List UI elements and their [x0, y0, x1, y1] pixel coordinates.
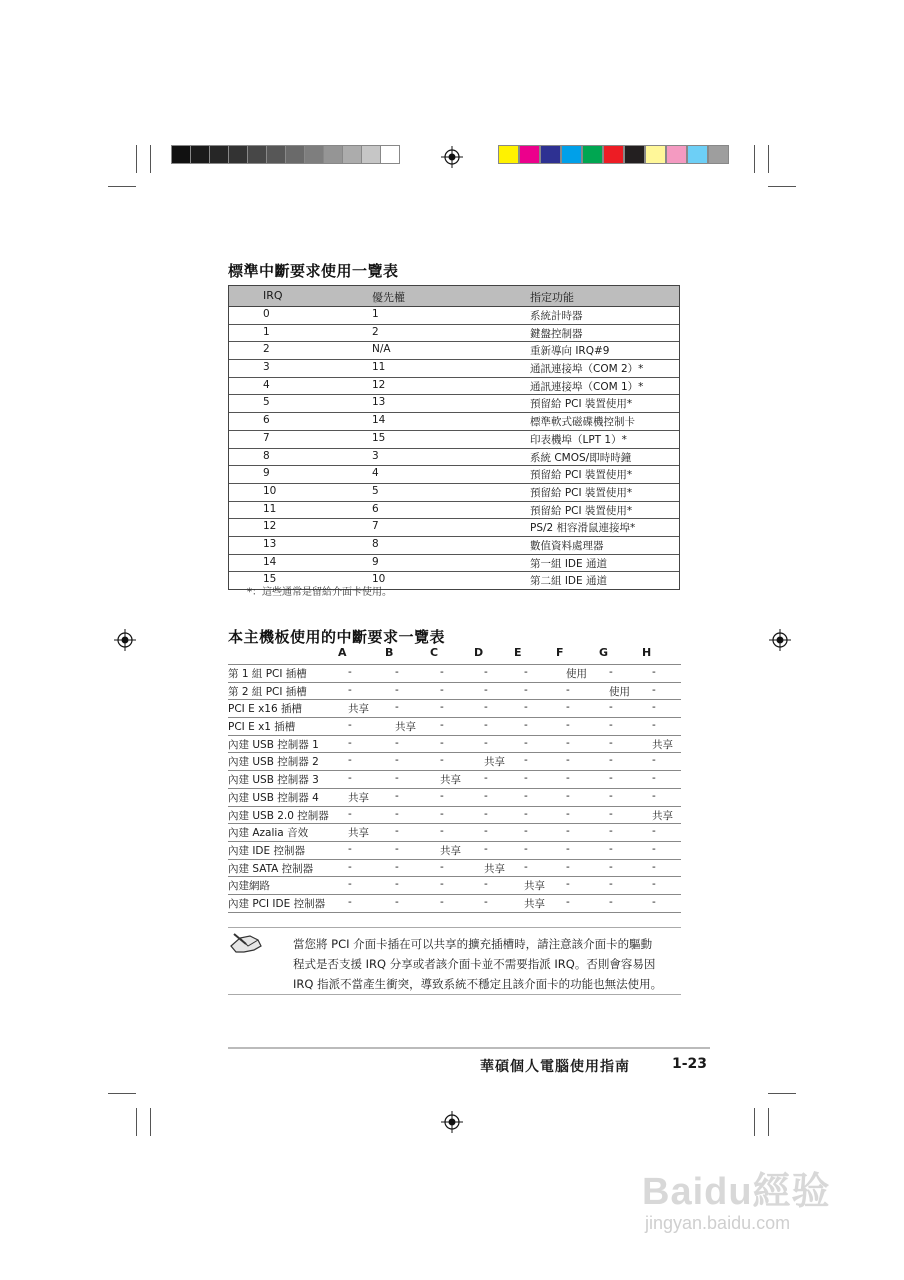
board-cell: -: [652, 860, 656, 873]
gray-swatch: [228, 145, 248, 164]
board-cell: -: [566, 878, 570, 891]
crop-mark: [754, 1108, 755, 1136]
color-swatch: [687, 145, 708, 164]
board-cell: 共享: [652, 738, 673, 751]
board-row-label: 內建 USB 控制器 2: [228, 756, 319, 769]
crop-mark: [768, 145, 769, 173]
priority-cell: 10: [372, 573, 386, 586]
irq-table-row: [229, 360, 679, 378]
irq-table-title: 標準中斷要求使用一覽表: [228, 262, 399, 280]
board-cell: 共享: [348, 827, 369, 840]
board-cell: -: [609, 754, 613, 767]
board-cell: -: [395, 842, 399, 855]
board-row-label: 內建 USB 控制器 3: [228, 774, 319, 787]
board-cell: 共享: [484, 756, 505, 769]
board-cell: -: [395, 754, 399, 767]
irq-cell: 7: [263, 431, 270, 444]
board-cell: -: [652, 683, 656, 696]
footer-title: 華碩個人電腦使用指南: [480, 1059, 630, 1075]
board-table-row: [228, 771, 681, 789]
board-cell: -: [348, 754, 352, 767]
board-cell: -: [440, 719, 444, 732]
gray-swatch: [285, 145, 305, 164]
board-cell: -: [524, 719, 528, 732]
board-column-header: G: [599, 646, 609, 659]
board-cell: -: [440, 807, 444, 820]
board-cell: -: [524, 860, 528, 873]
board-cell: -: [652, 772, 656, 785]
crop-mark: [150, 1108, 151, 1136]
registration-mark-icon: [441, 146, 463, 168]
board-cell: -: [348, 772, 352, 785]
board-row-label: 內建 PCI IDE 控制器: [228, 897, 326, 910]
function-cell: 通訊連接埠（COM 1）*: [530, 380, 644, 393]
board-cell: -: [440, 701, 444, 714]
irq-table-row: [229, 378, 679, 396]
board-row-label: 內建 Azalia 音效: [228, 827, 309, 840]
board-cell: -: [395, 895, 399, 908]
board-table-row: [228, 683, 681, 701]
board-cell: -: [609, 736, 613, 749]
board-cell: -: [566, 825, 570, 838]
board-cell: -: [609, 789, 613, 802]
board-cell: -: [440, 666, 444, 678]
board-cell: -: [348, 807, 352, 820]
color-swatch: [582, 145, 603, 164]
board-cell: -: [652, 701, 656, 714]
color-swatch: [666, 145, 687, 164]
color-swatch: [561, 145, 582, 164]
board-cell: -: [348, 895, 352, 908]
gray-swatch: [209, 145, 229, 164]
irq-cell: 3: [263, 361, 270, 374]
board-row-label: 內建 USB 2.0 控制器: [228, 809, 329, 822]
board-cell: -: [609, 895, 613, 908]
board-cell: -: [524, 772, 528, 785]
board-cell: -: [484, 895, 488, 908]
crop-mark: [108, 1093, 136, 1094]
irq-table-header: [229, 286, 679, 307]
irq-table: [228, 285, 680, 590]
color-swatch: [498, 145, 519, 164]
board-column-header: F: [556, 646, 564, 659]
crop-mark: [136, 145, 137, 173]
board-cell: -: [395, 683, 399, 696]
board-cell: -: [395, 701, 399, 714]
crop-mark: [768, 186, 796, 187]
gray-swatch: [266, 145, 286, 164]
crop-mark: [768, 1093, 796, 1094]
note-box: [228, 927, 681, 995]
board-cell: -: [348, 736, 352, 749]
board-cell: -: [566, 736, 570, 749]
gray-swatch: [323, 145, 343, 164]
note-line: 當您將 PCI 介面卡插在可以共享的擴充插槽時，請注意該介面卡的驅動: [293, 937, 653, 951]
irq-table-row: [229, 555, 679, 573]
irq-cell: 6: [263, 414, 270, 427]
board-irq-table: [228, 646, 681, 913]
irq-cell: 5: [263, 396, 270, 409]
irq-footnote: *：這些通常是留給介面卡使用。: [247, 587, 392, 598]
board-table-row: [228, 807, 681, 825]
board-cell: 共享: [348, 703, 369, 716]
board-table-row: [228, 664, 681, 683]
gray-swatch: [342, 145, 362, 164]
irq-table-row: [229, 537, 679, 555]
board-cell: -: [609, 825, 613, 838]
board-row-label: 內建 SATA 控制器: [228, 862, 314, 875]
board-cell: -: [484, 842, 488, 855]
color-swatch: [708, 145, 729, 164]
board-cell: -: [524, 789, 528, 802]
board-table-row: [228, 842, 681, 860]
board-cell: -: [484, 825, 488, 838]
footer-divider: [228, 1047, 710, 1049]
board-cell: 共享: [440, 844, 461, 857]
board-cell: 共享: [652, 809, 673, 822]
board-cell: -: [566, 772, 570, 785]
irq-cell: 15: [263, 573, 277, 586]
board-cell: -: [484, 807, 488, 820]
board-cell: -: [609, 842, 613, 855]
priority-cell: 1: [372, 308, 379, 320]
registration-mark-icon: [114, 629, 136, 651]
board-cell: 共享: [348, 791, 369, 804]
board-cell: 共享: [524, 880, 545, 893]
irq-cell: 11: [263, 502, 277, 515]
registration-mark-icon: [769, 629, 791, 651]
crop-mark: [768, 1108, 769, 1136]
priority-cell: 2: [372, 325, 379, 338]
board-cell: -: [484, 789, 488, 802]
board-cell: -: [440, 683, 444, 696]
board-cell: -: [652, 754, 656, 767]
board-cell: -: [348, 842, 352, 855]
board-column-header: C: [430, 646, 439, 659]
board-cell: -: [395, 666, 399, 678]
priority-cell: 11: [372, 361, 386, 374]
irq-table-row: [229, 449, 679, 467]
board-cell: -: [440, 825, 444, 838]
board-cell: 共享: [524, 897, 545, 910]
irq-cell: 1: [263, 325, 270, 338]
irq-table-row: [229, 431, 679, 449]
priority-cell: 12: [372, 378, 386, 391]
function-cell: 重新導向 IRQ#9: [530, 345, 610, 358]
board-cell: -: [566, 807, 570, 820]
color-swatch: [540, 145, 561, 164]
crop-mark: [136, 1108, 137, 1136]
function-cell: 第二組 IDE 通道: [530, 575, 607, 588]
irq-cell: 14: [263, 555, 277, 568]
board-table-row: [228, 753, 681, 771]
irq-header: IRQ: [263, 289, 283, 302]
board-cell: -: [484, 666, 488, 678]
board-table-row: [228, 718, 681, 736]
board-row-label: 第 1 組 PCI 插槽: [228, 668, 307, 680]
board-table-row: [228, 860, 681, 878]
board-cell: -: [652, 895, 656, 908]
gray-swatch: [380, 145, 400, 164]
board-cell: 使用: [566, 668, 587, 680]
function-cell: 預留給 PCI 裝置使用*: [530, 469, 633, 482]
function-cell: 預留給 PCI 裝置使用*: [530, 398, 633, 411]
irq-table-row: [229, 502, 679, 520]
board-cell: -: [395, 825, 399, 838]
board-cell: -: [609, 666, 613, 678]
function-cell: 系統計時器: [530, 310, 583, 322]
board-cell: -: [566, 701, 570, 714]
function-cell: PS/2 相容滑鼠連接埠*: [530, 522, 636, 535]
board-cell: -: [609, 772, 613, 785]
function-cell: 預留給 PCI 裝置使用*: [530, 486, 633, 499]
gray-swatch: [304, 145, 324, 164]
board-cell: -: [348, 683, 352, 696]
watermark-logo: Baidu經验: [642, 1171, 831, 1213]
board-row-label: PCI E x16 插槽: [228, 703, 302, 716]
board-column-header: B: [385, 646, 394, 659]
board-row-label: 內建網路: [228, 880, 270, 893]
board-table-row: [228, 877, 681, 895]
note-line: IRQ 指派不當產生衝突，導致系統不穩定且該介面卡的功能也無法使用。: [293, 977, 663, 991]
irq-table-row: [229, 466, 679, 484]
board-cell: -: [484, 736, 488, 749]
board-cell: -: [566, 719, 570, 732]
board-cell: -: [395, 807, 399, 820]
board-cell: -: [440, 860, 444, 873]
board-column-header: D: [474, 646, 484, 659]
board-row-label: 內建 USB 控制器 1: [228, 738, 319, 751]
board-cell: -: [484, 772, 488, 785]
board-cell: -: [566, 754, 570, 767]
priority-cell: 6: [372, 502, 379, 515]
color-swatch: [603, 145, 624, 164]
board-cell: -: [524, 754, 528, 767]
function-cell: 標準軟式磁碟機控制卡: [530, 416, 635, 429]
board-cell: 共享: [440, 774, 461, 787]
board-table-header: [228, 646, 681, 664]
board-cell: -: [348, 878, 352, 891]
priority-cell: 5: [372, 484, 379, 497]
board-cell: -: [395, 860, 399, 873]
board-row-label: 內建 USB 控制器 4: [228, 791, 319, 804]
crop-mark: [108, 186, 136, 187]
board-cell: -: [566, 789, 570, 802]
board-cell: -: [395, 789, 399, 802]
gray-swatch: [171, 145, 191, 164]
board-cell: -: [484, 878, 488, 891]
board-cell: 使用: [609, 685, 630, 698]
board-row-label: 內建 IDE 控制器: [228, 844, 305, 857]
priority-cell: 8: [372, 537, 379, 550]
irq-cell: 2: [263, 343, 270, 356]
board-cell: -: [524, 842, 528, 855]
board-cell: -: [566, 860, 570, 873]
board-cell: -: [566, 683, 570, 696]
board-cell: -: [566, 895, 570, 908]
board-cell: -: [484, 719, 488, 732]
function-cell: 數值資料處理器: [530, 539, 604, 552]
irq-table-row: [229, 395, 679, 413]
note-text: [293, 934, 683, 994]
irq-cell: 13: [263, 537, 277, 550]
board-cell: 共享: [484, 862, 505, 875]
board-table-row: [228, 736, 681, 754]
irq-cell: 10: [263, 484, 277, 497]
board-cell: -: [440, 754, 444, 767]
board-cell: -: [652, 825, 656, 838]
board-cell: -: [652, 789, 656, 802]
board-cell: -: [566, 842, 570, 855]
crop-mark: [150, 145, 151, 173]
board-cell: -: [440, 736, 444, 749]
board-cell: 共享: [395, 721, 416, 734]
priority-cell: 9: [372, 555, 379, 568]
gray-swatch: [190, 145, 210, 164]
priority-cell: 15: [372, 431, 386, 444]
priority-cell: 7: [372, 520, 379, 533]
board-cell: -: [348, 666, 352, 678]
board-cell: -: [524, 825, 528, 838]
note-hand-pencil-icon: [228, 930, 264, 958]
board-cell: -: [484, 701, 488, 714]
color-swatch: [645, 145, 666, 164]
board-cell: -: [609, 701, 613, 714]
irq-table-row: [229, 413, 679, 431]
priority-header: 優先權: [372, 291, 405, 304]
board-cell: -: [395, 772, 399, 785]
note-line: 程式是否支援 IRQ 分享或者該介面卡並不需要指派 IRQ。否則會容易因: [293, 957, 656, 971]
board-table-row: [228, 895, 681, 913]
registration-mark-icon: [441, 1111, 463, 1133]
board-cell: -: [524, 736, 528, 749]
gray-swatch: [247, 145, 267, 164]
priority-cell: N/A: [372, 343, 391, 356]
irq-table-row: [229, 325, 679, 343]
board-cell: -: [524, 807, 528, 820]
board-cell: -: [484, 683, 488, 696]
board-table-row: [228, 789, 681, 807]
board-cell: -: [609, 878, 613, 891]
irq-cell: 0: [263, 308, 270, 320]
board-cell: -: [652, 842, 656, 855]
priority-cell: 14: [372, 414, 386, 427]
irq-table-row: [229, 342, 679, 360]
board-cell: -: [652, 719, 656, 732]
priority-cell: 4: [372, 467, 379, 480]
board-cell: -: [652, 878, 656, 891]
board-cell: -: [440, 895, 444, 908]
board-cell: -: [524, 701, 528, 714]
board-cell: -: [440, 878, 444, 891]
board-cell: -: [395, 736, 399, 749]
priority-cell: 13: [372, 396, 386, 409]
board-column-header: A: [338, 646, 347, 659]
board-cell: -: [395, 878, 399, 891]
board-table-title: 本主機板使用的中斷要求一覽表: [228, 628, 446, 646]
irq-cell: 12: [263, 520, 277, 533]
board-column-header: H: [642, 646, 652, 659]
board-row-label: 第 2 組 PCI 插槽: [228, 685, 307, 698]
function-cell: 系統 CMOS/即時時鐘: [530, 451, 632, 464]
priority-cell: 3: [372, 449, 379, 462]
irq-cell: 9: [263, 467, 270, 480]
board-cell: -: [609, 860, 613, 873]
function-header: 指定功能: [530, 291, 574, 304]
crop-mark: [754, 145, 755, 173]
function-cell: 第一組 IDE 通道: [530, 557, 607, 570]
gray-swatch: [361, 145, 381, 164]
board-cell: -: [652, 666, 656, 678]
function-cell: 預留給 PCI 裝置使用*: [530, 504, 633, 517]
board-table-row: [228, 700, 681, 718]
color-swatch: [519, 145, 540, 164]
board-cell: -: [524, 683, 528, 696]
color-swatch: [624, 145, 645, 164]
irq-cell: 4: [263, 378, 270, 391]
irq-cell: 8: [263, 449, 270, 462]
board-cell: -: [348, 719, 352, 732]
function-cell: 鍵盤控制器: [530, 327, 583, 340]
board-cell: -: [348, 860, 352, 873]
page-number: 1-23: [672, 1056, 708, 1072]
board-cell: -: [524, 666, 528, 678]
irq-table-row: [229, 307, 679, 325]
board-cell: -: [609, 807, 613, 820]
irq-table-row: [229, 519, 679, 537]
irq-table-row: [229, 484, 679, 502]
board-row-label: PCI E x1 插槽: [228, 721, 296, 734]
board-column-header: E: [514, 646, 522, 659]
function-cell: 通訊連接埠（COM 2）*: [530, 363, 644, 376]
function-cell: 印表機埠（LPT 1）*: [530, 433, 627, 446]
board-table-row: [228, 824, 681, 842]
watermark-url: jingyan.baidu.com: [645, 1213, 791, 1233]
board-cell: -: [440, 789, 444, 802]
board-cell: -: [609, 719, 613, 732]
